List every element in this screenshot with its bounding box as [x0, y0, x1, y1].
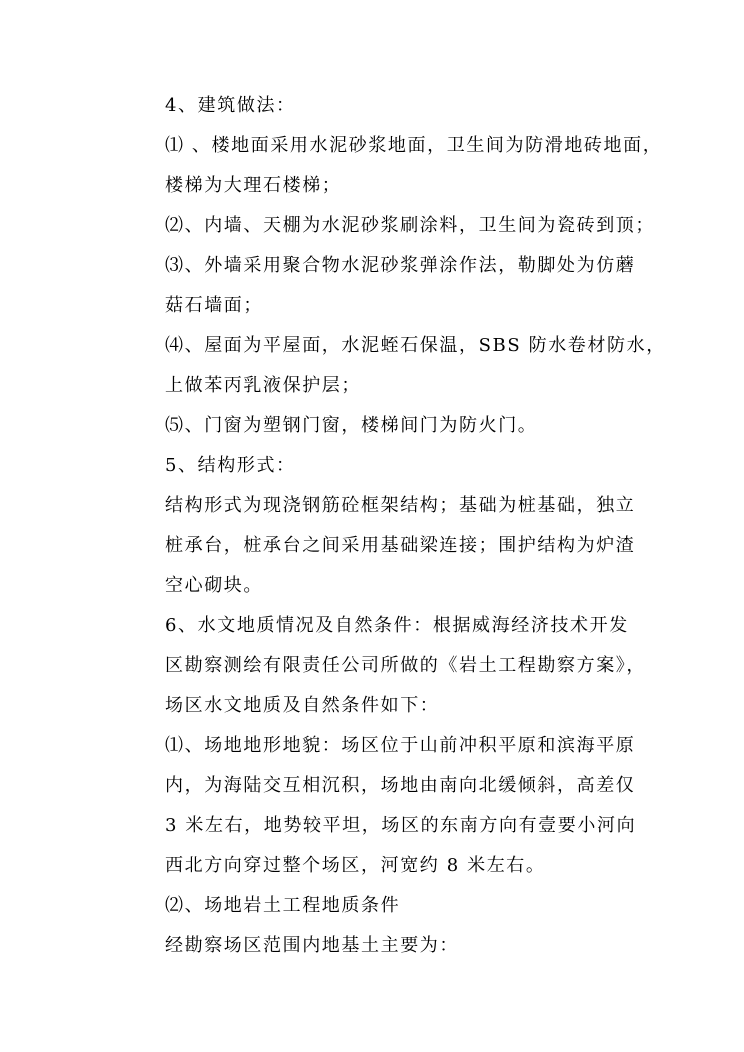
item-4-roof-line-1: ⑷、屋面为平屋面，水泥蛭石保温，SBS 防水卷材防水， — [165, 335, 666, 356]
terrain-item-line-4: 西北方向穿过整个场区，河宽约 8 米左右。 — [165, 855, 546, 876]
item-3-exterior-line-2: 菇石墙面； — [165, 295, 263, 316]
section-5-heading: 5、结构形式： — [165, 455, 296, 476]
structure-paragraph-line-3: 空心砌块。 — [165, 575, 263, 596]
item-5-doors-windows: ⑸、门窗为塑钢门窗，楼梯间门为防火门。 — [165, 415, 538, 436]
section-6-line-3: 场区水文地质及自然条件如下： — [165, 695, 440, 716]
geology-intro: 经勘察场区范围内地基土主要为： — [165, 935, 459, 956]
item-3-exterior-line-1: ⑶、外墙采用聚合物水泥砂浆弹涂作法，勒脚处为仿蘑 — [165, 255, 636, 276]
terrain-item-line-2: 内，为海陆交互相沉积，场地由南向北缓倾斜，高差仅 — [165, 775, 636, 796]
section-4-heading: 4、建筑做法： — [165, 95, 296, 116]
section-6-line-1: 6、水文地质情况及自然条件：根据威海经济技术开发 — [165, 615, 629, 636]
item-1-floor-line-1: ⑴ 、楼地面采用水泥砂浆地面，卫生间为防滑地砖地面， — [165, 135, 663, 156]
geology-item-heading: ⑵、场地岩土工程地质条件 — [165, 895, 401, 916]
terrain-item-line-3: 3 米左右，地势较平坦，场区的东南方向有壹要小河向 — [165, 815, 637, 836]
structure-paragraph-line-1: 结构形式为现浇钢筋砼框架结构；基础为桩基础，独立 — [165, 495, 636, 516]
section-6-line-2: 区勘察测绘有限责任公司所做的《岩土工程勘察方案》， — [165, 655, 646, 676]
item-1-floor-line-2: 楼梯为大理石楼梯； — [165, 175, 342, 196]
item-2-interior-wall: ⑵、内墙、天棚为水泥砂浆刷涂料，卫生间为瓷砖到顶； — [165, 215, 655, 236]
structure-paragraph-line-2: 桩承台，桩承台之间采用基础梁连接；围护结构为炉渣 — [165, 535, 636, 556]
item-4-roof-line-2: 上做苯丙乳液保护层； — [165, 375, 361, 396]
terrain-item-line-1: ⑴、场地地形地貌：场区位于山前冲积平原和滨海平原 — [165, 735, 636, 756]
